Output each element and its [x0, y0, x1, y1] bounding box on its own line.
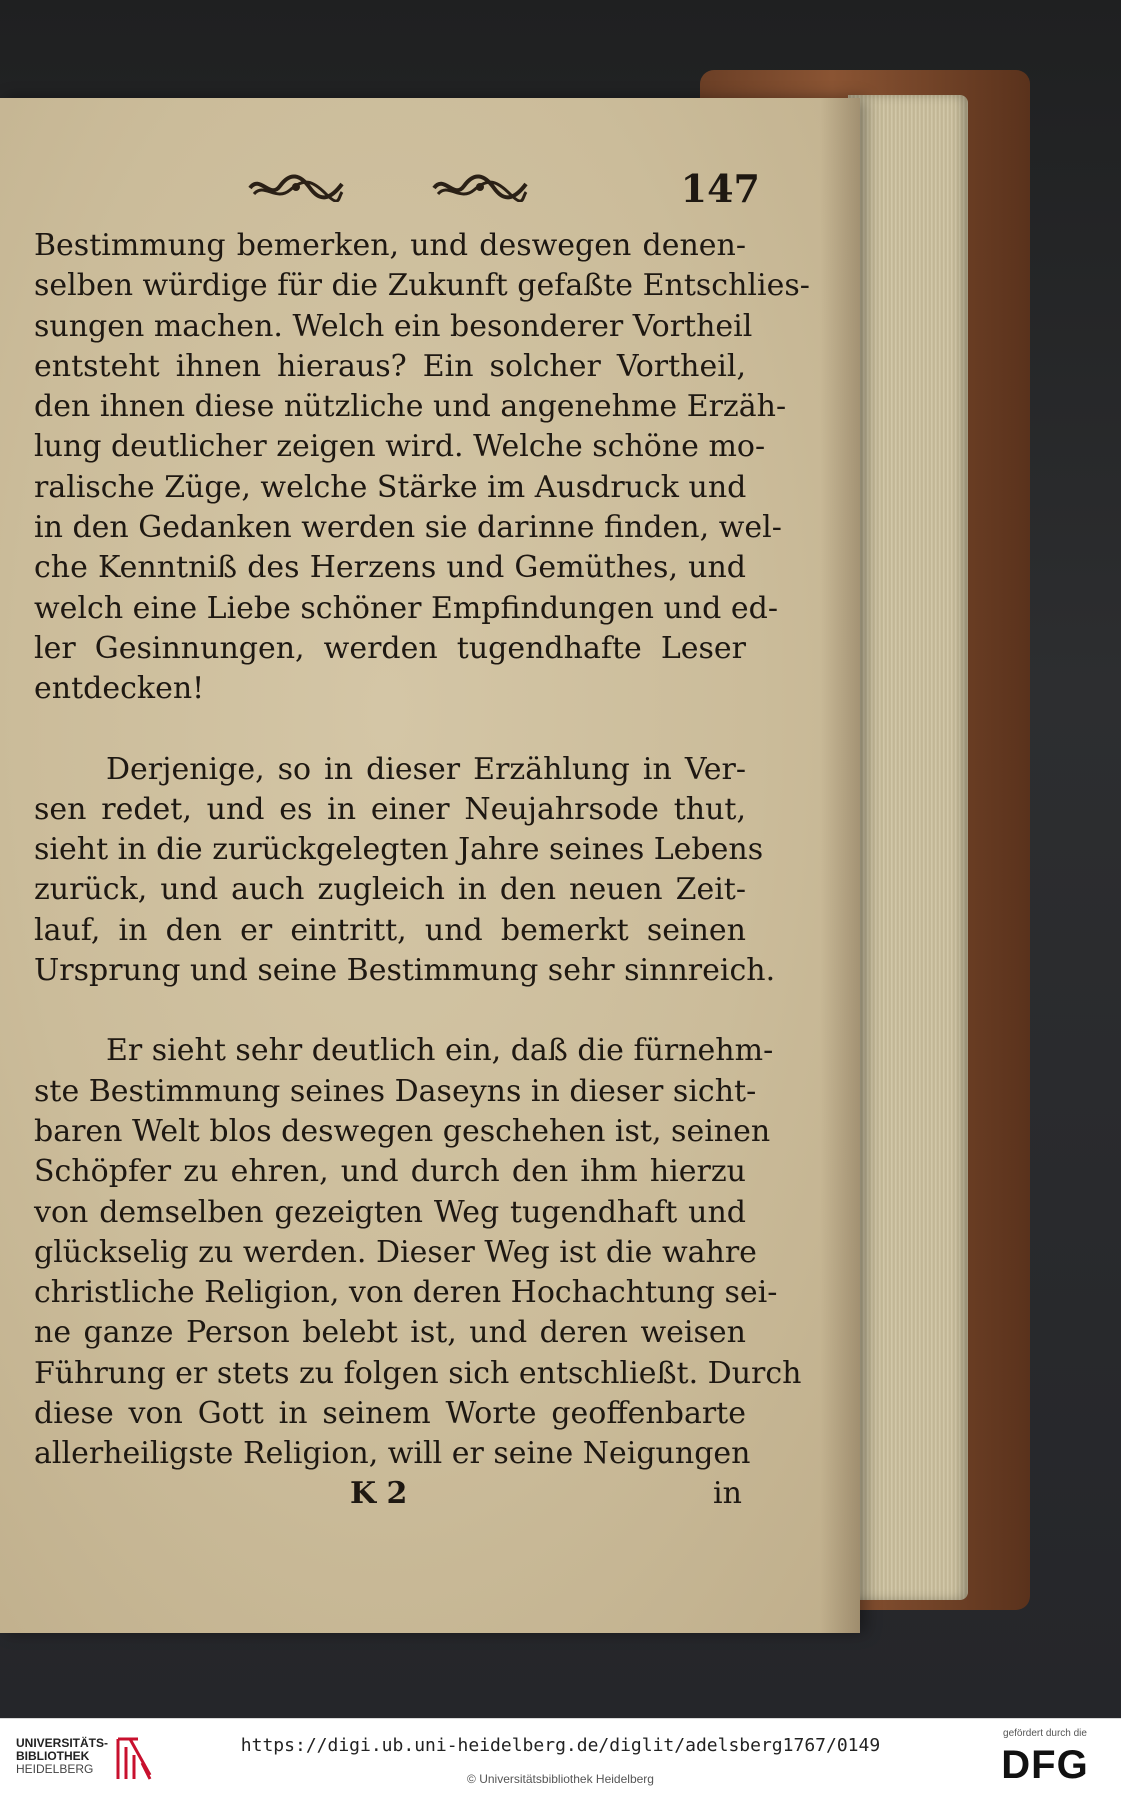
- library-name-line: HEIDELBERG: [16, 1762, 94, 1776]
- text-line: baren Welt blos deswegen geschehen ist, seinen: [34, 1113, 771, 1149]
- page-gutter-shadow: [820, 98, 860, 1633]
- text-line: in den Gedanken werden sie darinne finden, wel-: [34, 510, 782, 546]
- permalink-url[interactable]: https://digi.ub.uni-heidelberg.de/diglit/adelsberg1767/0149: [240, 1735, 881, 1756]
- text-line: Führung er stets zu folgen sich entschließt. Durch: [34, 1355, 802, 1391]
- text-line: Er sieht sehr deutlich ein, daß die fürnehm-: [106, 1033, 774, 1069]
- paragraph: [34, 750, 776, 992]
- funding-caption: gefördert durch die: [1003, 1728, 1087, 1739]
- text-line: ralische Züge, welche Stärke im Ausdruck und: [34, 469, 747, 505]
- page-text: [34, 226, 810, 1475]
- page-number: 147: [680, 166, 760, 211]
- ornament-icon: [430, 172, 530, 202]
- text-line: sen redet, und es in einer Neujahrsode thut,: [34, 791, 746, 827]
- text-line: sieht in die zurückgelegten Jahre seines Lebens: [34, 832, 764, 868]
- page-header: [240, 166, 760, 216]
- library-name-line: UNIVERSITÄTS-: [16, 1736, 109, 1750]
- viewer-footer: [0, 1718, 1121, 1800]
- text-line: lauf, in den er eintritt, und bemerkt seinen: [34, 912, 746, 948]
- text-line: Derjenige, so in dieser Erzählung in Ver-: [106, 751, 746, 787]
- text-line: glückselig zu werden. Dieser Weg ist die wahre: [34, 1234, 757, 1270]
- text-line: welch eine Liebe schöner Empfindungen und ed-: [34, 590, 778, 626]
- text-line: christliche Religion, von deren Hochachtung sei-: [34, 1275, 778, 1311]
- dfg-logo[interactable]: DFG: [1001, 1743, 1089, 1787]
- text-line: Bestimmung bemerken, und deswegen denen-: [34, 228, 746, 263]
- text-line: selben würdige für die Zukunft gefaßte Entschlies-: [34, 268, 810, 304]
- signature-mark: K 2: [350, 1476, 408, 1511]
- text-line: lung deutlicher zeigen wird. Welche schöne mo-: [34, 429, 766, 465]
- text-line: Schöpfer zu ehren, und durch den ihm hierzu: [34, 1154, 746, 1190]
- text-line: ler Gesinnungen, werden tugendhafte Leser: [34, 630, 746, 666]
- text-line: zurück, und auch zugleich in den neuen Zeit-: [34, 872, 746, 908]
- text-line: allerheiligste Religion, will er seine Neigungen: [34, 1436, 751, 1472]
- text-line: von demselben gezeigten Weg tugendhaft und: [34, 1194, 746, 1230]
- text-line: ne ganze Person belebt ist, und deren weisen: [34, 1315, 746, 1351]
- text-line: sungen machen. Welch ein besonderer Vortheil: [34, 308, 753, 344]
- text-line: diese von Gott in seinem Worte geoffenbarte: [34, 1396, 746, 1432]
- paragraph: [34, 1031, 802, 1474]
- text-line: entdecken!: [34, 671, 205, 707]
- copyright-notice: © Universitätsbibliothek Heidelberg: [467, 1772, 654, 1786]
- paragraph: [34, 226, 810, 710]
- page-edges: [848, 95, 968, 1600]
- text-line: entsteht ihnen hieraus? Ein solcher Vortheil,: [34, 348, 746, 384]
- catchword: in: [713, 1476, 742, 1511]
- text-line: den ihnen diese nützliche und angenehme Erzäh-: [34, 389, 787, 425]
- text-line: ste Bestimmung seines Daseyns in dieser sicht-: [34, 1073, 757, 1109]
- text-line: che Kenntniß des Herzens und Gemüthes, und: [34, 550, 746, 586]
- text-line: Ursprung und seine Bestimmung sehr sinnreich.: [34, 953, 776, 989]
- book-page: [0, 98, 860, 1633]
- ornament-icon: [246, 172, 346, 202]
- library-name-line: BIBLIOTHEK: [16, 1749, 90, 1763]
